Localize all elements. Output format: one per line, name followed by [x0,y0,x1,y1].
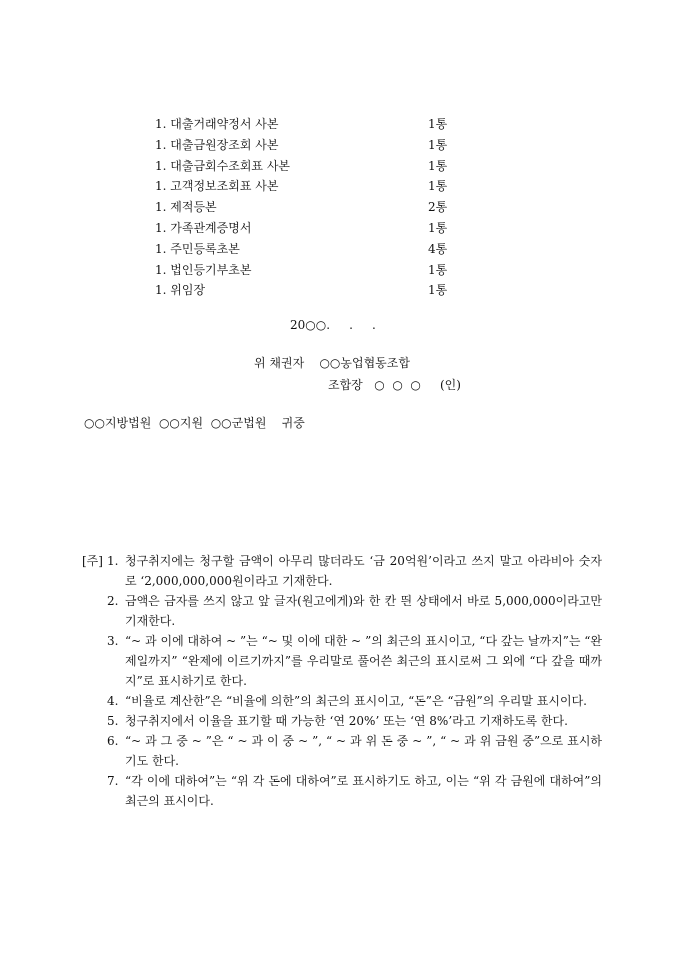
attachment-item [155,218,455,239]
attachment-count: 2통 [428,200,448,215]
attachment-item [155,239,455,260]
note-number: 4. [107,694,119,708]
attachment-name: 1. 제적등본 [155,200,217,215]
attachment-count: 1통 [428,158,448,173]
attachment-item [155,135,455,156]
attachment-count: 4통 [428,241,448,256]
attachment-name: 1. 고객정보조회표 사본 [155,179,279,194]
note-text: “~ 과 이에 대하여 ~ ”는 “~ 및 이에 대한 ~ ”의 최근의 표시이고, “다 갚는 날까지”는 “완제일까지” “완제에 이르기까지”를 우리말로 풀어쓴 최근의 표시로써 그 외에 “다 갚을 때까지”로 표시하기로 한다. [125,634,602,688]
notes-section [82,551,602,811]
note-number: 6. [107,734,119,748]
attachment-name: 1. 주민등록초본 [155,241,240,256]
notes-prefix: [주] [82,554,103,568]
attachment-count: 1통 [428,137,448,152]
note-number: 1. [107,554,119,568]
note-item [82,691,602,711]
attachment-count: 1통 [428,283,448,298]
note-text: “~ 과 그 중 ~ ”은 “ ~ 과 이 중 ~ ”, “ ~ 과 위 돈 중 ~ ”, “ ~ 과 위 금원 중”으로 표시하기도 한다. [125,734,602,768]
note-text: 금액은 금자를 쓰지 않고 앞 글자(원고에게)와 한 칸 띈 상태에서 바로 5,000,000이라고만 기재한다. [125,594,602,628]
attachment-name: 1. 법인등기부초본 [155,262,252,277]
document-date: 20○○. . . [290,318,376,332]
attachment-name: 1. 가족관계증명서 [155,220,252,235]
attachment-list [155,114,455,301]
attachment-count: 1통 [428,117,448,131]
note-text: “각 이에 대하여”는 “위 각 돈에 대하여”로 표시하기도 하고, 이는 “위 각 금원에 대하여”의 최근의 표시이다. [125,774,602,808]
note-number: 3. [107,634,119,648]
attachment-count: 1통 [428,220,448,235]
attachment-item [155,176,455,197]
court-addressee: ○○지방법원 ○○지원 ○○군법원 귀중 [84,416,305,430]
note-number: 7. [107,774,119,788]
attachment-item [155,114,455,135]
attachment-count: 1통 [428,262,448,277]
attachment-name: 1. 위임장 [155,283,206,298]
attachment-name: 1. 대출금회수조회표 사본 [155,158,290,173]
attachment-item [155,260,455,281]
attachment-item [155,156,455,177]
attachment-item [155,280,455,301]
creditor-representative: 조합장 ○ ○ ○ (인) [328,378,461,392]
attachment-count: 1통 [428,179,448,194]
note-item [82,551,602,591]
note-item [82,631,602,691]
note-text: 청구취지에는 청구할 금액이 아무리 많더라도 ‘금 20억원’이라고 쓰지 말고 아라비아 숫자로 ‘2,000,000,000원이라고 기재한다. [125,554,602,588]
attachment-name: 1. 대출금원장조회 사본 [155,137,279,152]
note-item [82,731,602,771]
note-item [82,591,602,631]
note-number: 5. [107,714,119,728]
attachment-item [155,197,455,218]
note-text: 청구취지에서 이율을 표기할 때 가능한 ‘연 20%’ 또는 ‘연 8%’라고 기재하도록 한다. [125,714,568,728]
creditor-name: 위 채권자 ○○농업협동조합 [254,356,410,370]
note-number: 2. [107,594,119,608]
attachment-name: 1. 대출거래약정서 사본 [155,117,279,131]
note-item [82,771,602,811]
note-item [82,711,602,731]
note-text: “비율로 계산한”은 “비율에 의한”의 최근의 표시이고, “돈”은 “금원”의 우리말 표시이다. [125,694,587,708]
